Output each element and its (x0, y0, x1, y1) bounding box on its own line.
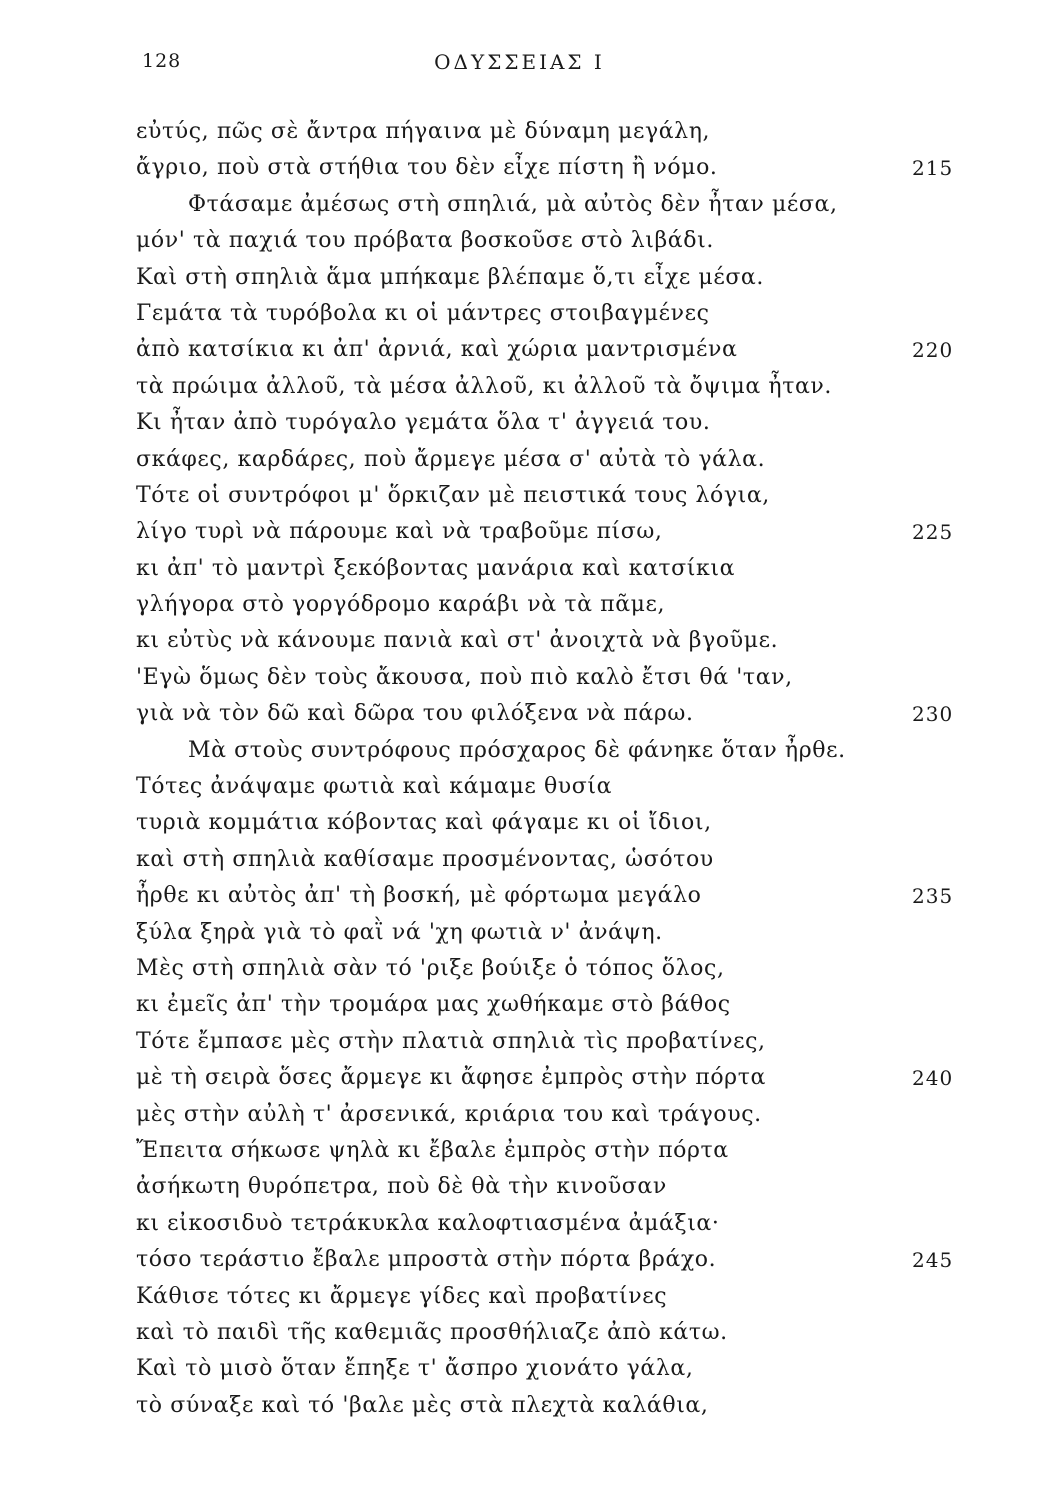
verse-line (0, 623, 1039, 659)
verse-text: Τότε ἔμπασε μὲς στὴν πλατιὰ σπηλιὰ τὶς προβατίνες, (136, 1028, 766, 1054)
verse-line (0, 805, 1039, 841)
verse-line (0, 114, 1039, 150)
verse-text: 'Εγὼ ὅμως δὲν τοὺς ἄκουσα, ποὺ πιὸ καλὸ ἔτσι θά 'ταν, (136, 664, 793, 690)
verse-text: Φτάσαμε ἀμέσως στὴ σπηλιά, μὰ αὐτὸς δὲν ἦταν μέσα, (188, 191, 838, 217)
verse-text: μὲς στὴν αὐλὴ τ' ἀρσενικά, κριάρια του καὶ τράγους. (136, 1101, 762, 1127)
verse-line (0, 332, 1039, 368)
verse-text: τὰ πρώιμα ἀλλοῦ, τὰ μέσα ἀλλοῦ, κι ἀλλοῦ τὰ ὄψιμα ἦταν. (136, 373, 832, 399)
verse-text: γιὰ νὰ τὸν δῶ καὶ δῶρα του φιλόξενα νὰ πάρω. (136, 701, 694, 727)
verse-line (0, 660, 1039, 696)
verse-text: σκάφες, καρδάρες, ποὺ ἄρμεγε μέσα σ' αὐτὰ τὸ γάλα. (136, 446, 766, 472)
line-number: 245 (912, 1248, 954, 1273)
verse-text: ἀσήκωτη θυρόπετρα, ποὺ δὲ θὰ τὴν κινοῦσαν (136, 1174, 667, 1200)
verse-line (0, 1279, 1039, 1315)
verse-line (0, 733, 1039, 769)
verse-line (0, 551, 1039, 587)
verse-text: Γεμάτα τὰ τυρόβολα κι οἱ μάντρες στοιβαγμένες (136, 300, 710, 326)
verse-line (0, 1351, 1039, 1387)
verse-line (0, 1242, 1039, 1278)
verse-text: γλήγορα στὸ γοργόδρομο καράβι νὰ τὰ πᾶμε, (136, 592, 666, 618)
verse-text: τυριὰ κομμάτια κόβοντας καὶ φάγαμε κι οἱ ἴδιοι, (136, 810, 712, 836)
page-header (0, 50, 1039, 80)
verse-line (0, 478, 1039, 514)
verse-text: εὐτύς, πῶς σὲ ἄντρα πήγαινα μὲ δύναμη μεγάλη, (136, 119, 711, 144)
line-number: 215 (912, 156, 954, 181)
verse-text: ἀπὸ κατσίκια κι ἀπ' ἀρνιά, καὶ χώρια μαντρισμένα (136, 337, 738, 363)
verse-text: καὶ στὴ σπηλιὰ καθίσαμε προσμένοντας, ὡσότου (136, 846, 714, 872)
verse-text: Μὲς στὴ σπηλιὰ σὰν τό 'ριξε βούιξε ὁ τόπος ὅλος, (136, 955, 725, 981)
verse-line (0, 1169, 1039, 1205)
verse-line (0, 587, 1039, 623)
verse-line (0, 1097, 1039, 1133)
verse-line (0, 696, 1039, 732)
verse-text: ἦρθε κι αὐτὸς ἀπ' τὴ βοσκή, μὲ φόρτωμα μεγάλο (136, 883, 702, 909)
verse-text: κι εἰκοσιδυὸ τετράκυκλα καλοφτιασμένα ἀμάξια· (136, 1210, 720, 1236)
verse-line (0, 769, 1039, 805)
verse-text: Καὶ τὸ μισὸ ὅταν ἔπηξε τ' ἄσπρο χιονάτο γάλα, (136, 1356, 694, 1382)
verse-line (0, 1206, 1039, 1242)
verse-line (0, 223, 1039, 259)
verse-text: κι εὐτὺς νὰ κάνουμε πανιὰ καὶ στ' ἀνοιχτὰ νὰ βγοῦμε. (136, 628, 779, 654)
line-number: 240 (912, 1066, 954, 1091)
verse-text: τόσο τεράστιο ἔβαλε μπροστὰ στὴν πόρτα βράχο. (136, 1247, 717, 1273)
verse-text: Τότε οἱ συντρόφοι μ' ὅρκιζαν μὲ πειστικά τους λόγια, (136, 482, 770, 508)
verse-line (0, 1315, 1039, 1351)
verse-line (0, 260, 1039, 296)
verse-text: μόν' τὰ παχιά του πρόβατα βοσκοῦσε στὸ λιβάδι. (136, 228, 714, 254)
line-number: 220 (912, 338, 954, 363)
line-number: 225 (912, 520, 954, 545)
verse-text: ἄγριο, ποὺ στὰ στήθια του δὲν εἶχε πίστη ἢ νόμο. (136, 155, 718, 181)
verse-text: Καὶ στὴ σπηλιὰ ἅμα μπήκαμε βλέπαμε ὅ,τι εἶχε μέσα. (136, 264, 764, 290)
line-number: 235 (912, 884, 954, 909)
verse-line (0, 951, 1039, 987)
verse-line (0, 369, 1039, 405)
verse-line (0, 842, 1039, 878)
poem-body (0, 114, 1039, 1424)
verse-text: Μὰ στοὺς συντρόφους πρόσχαρος δὲ φάνηκε ὅταν ἦρθε. (188, 737, 846, 763)
verse-line (0, 1388, 1039, 1424)
verse-text: κι ἀπ' τὸ μαντρὶ ξεκόβοντας μανάρια καὶ κατσίκια (136, 555, 736, 581)
verse-line (0, 150, 1039, 186)
verse-line (0, 1133, 1039, 1169)
verse-line (0, 296, 1039, 332)
verse-line (0, 1024, 1039, 1060)
verse-line (0, 405, 1039, 441)
verse-line (0, 1060, 1039, 1096)
verse-text: καὶ τὸ παιδὶ τῆς καθεμιᾶς προσθήλιαζε ἀπὸ κάτω. (136, 1319, 728, 1345)
verse-text: τὸ σύναξε καὶ τό 'βαλε μὲς στὰ πλεχτὰ καλάθια, (136, 1392, 709, 1418)
verse-text: κι ἐμεῖς ἀπ' τὴν τρομάρα μας χωθήκαμε στὸ βάθος (136, 992, 731, 1018)
verse-text: Κάθισε τότες κι ἄρμεγε γίδες καὶ προβατίνες (136, 1283, 668, 1309)
verse-line (0, 915, 1039, 951)
verse-text: Τότες ἀνάψαμε φωτιὰ καὶ κάμαμε θυσία (136, 774, 613, 800)
verse-text: μὲ τὴ σειρὰ ὅσες ἄρμεγε κι ἄφησε ἐμπρὸς στὴν πόρτα (136, 1065, 766, 1091)
verse-text: λίγο τυρὶ νὰ πάρουμε καὶ νὰ τραβοῦμε πίσω, (136, 519, 663, 545)
verse-text: Ἔπειτα σήκωσε ψηλὰ κι ἔβαλε ἐμπρὸς στὴν πόρτα (136, 1137, 729, 1163)
line-number: 230 (912, 702, 954, 727)
verse-line (0, 987, 1039, 1023)
running-title: ΟΔΥΣΣΕΙΑΣ Ι (434, 50, 605, 74)
verse-line (0, 187, 1039, 223)
page-number: 128 (142, 50, 182, 72)
verse-line (0, 878, 1039, 914)
verse-text: ξύλα ξηρὰ γιὰ τὸ φαῒ νά 'χη φωτιὰ ν' ἀνάψη. (136, 919, 663, 945)
verse-line (0, 442, 1039, 478)
verse-line (0, 514, 1039, 550)
verse-text: Κι ἦταν ἀπὸ τυρόγαλο γεμάτα ὅλα τ' ἀγγειά του. (136, 410, 711, 436)
